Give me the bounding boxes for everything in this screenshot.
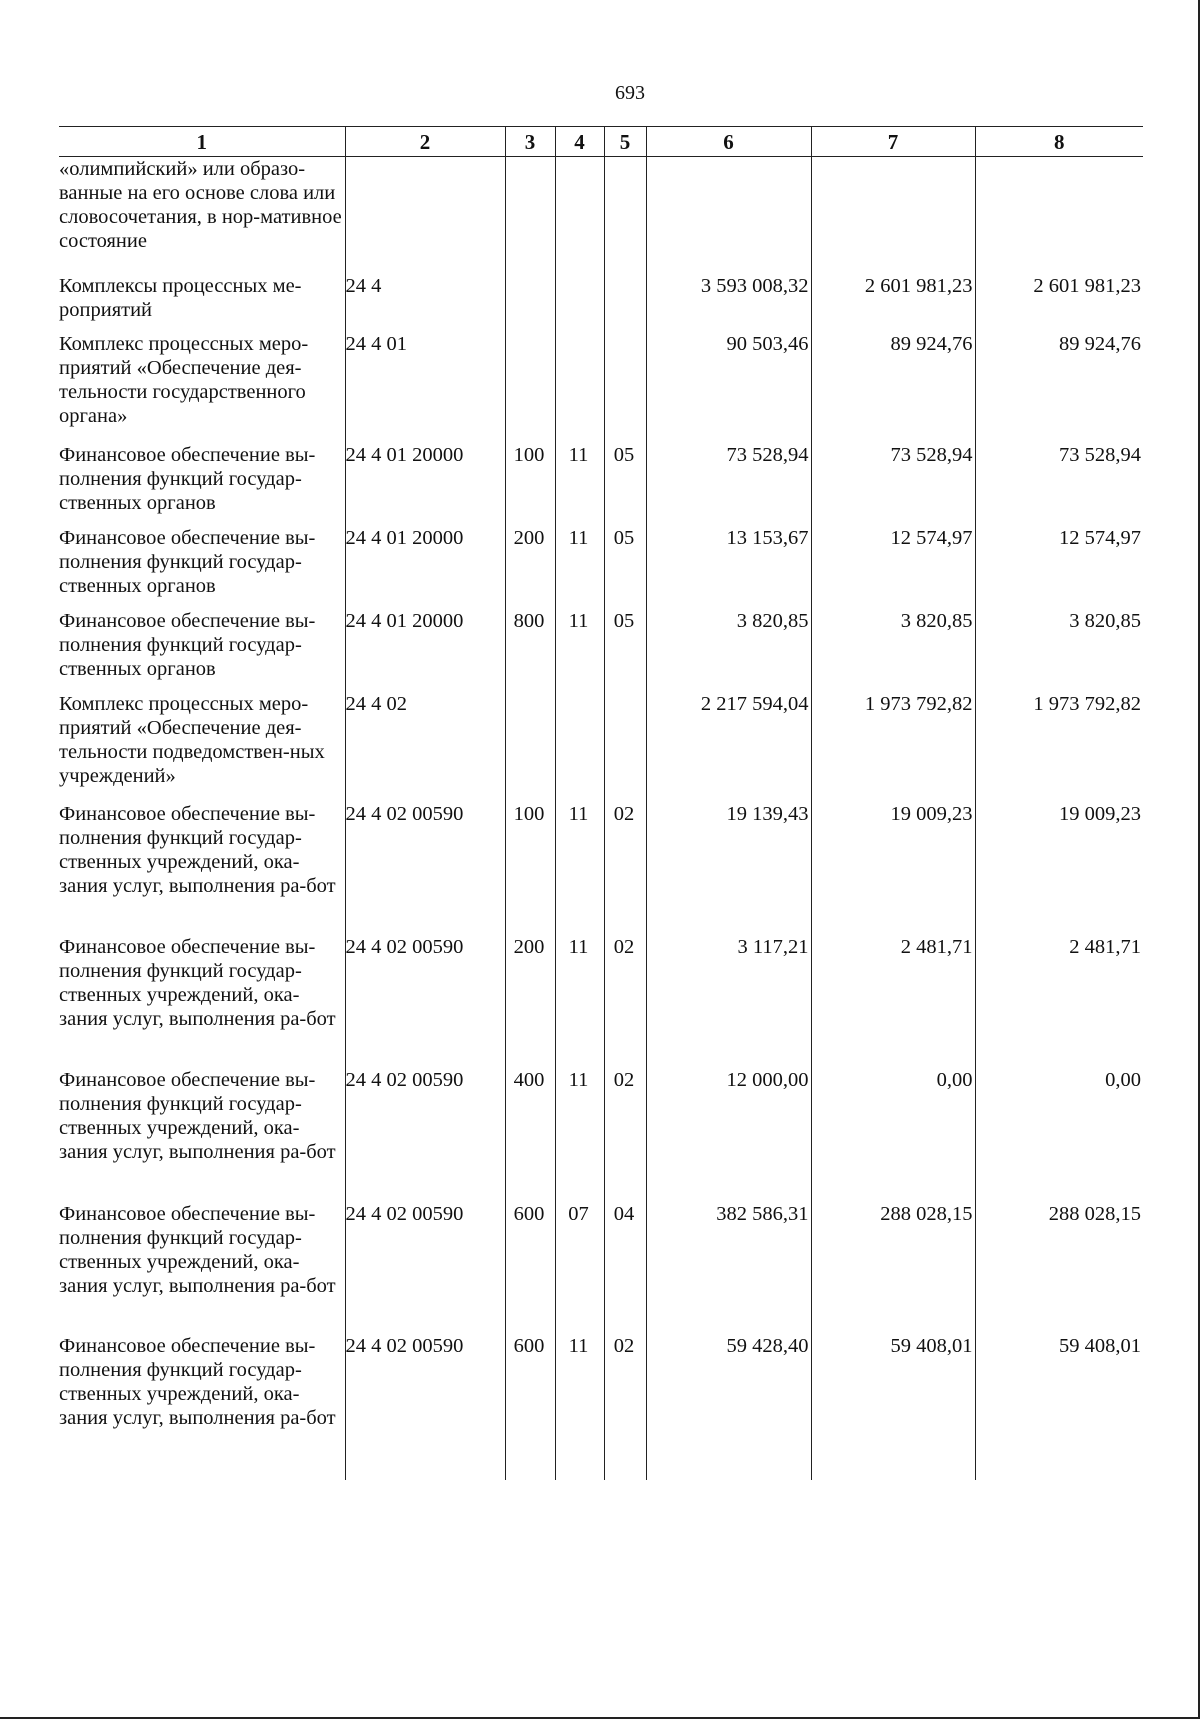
row-col7-amount: 12 574,97: [811, 526, 975, 609]
row-col4-cell: 11: [555, 1334, 604, 1480]
row-col5-cell: [604, 692, 646, 802]
column-header-5: 5: [604, 127, 646, 157]
row-col7-amount: 0,00: [811, 1068, 975, 1202]
table-row: [59, 935, 1143, 1068]
table-row: [59, 802, 1143, 935]
row-col5-cell: [604, 332, 646, 443]
row-col8-amount: 59 408,01: [975, 1334, 1143, 1480]
row-col3-cell: 600: [505, 1334, 555, 1480]
row-col6-amount: 382 586,31: [646, 1202, 811, 1334]
row-col3-cell: 400: [505, 1068, 555, 1202]
row-col3-cell: 600: [505, 1202, 555, 1334]
row-name-cell: Финансовое обеспечение вы-полнения функций государ-ственных органов: [59, 443, 316, 514]
row-col5-cell: 05: [604, 526, 646, 609]
row-col4-cell: 11: [555, 935, 604, 1068]
row-name-cell: Комплекс процессных меро-приятий «Обеспечение дея-тельности государственного органа»: [59, 332, 309, 427]
column-header-1: 1: [59, 127, 345, 157]
table-row: [59, 1068, 1143, 1202]
row-col8-amount: [975, 157, 1143, 274]
row-col6-amount: 3 820,85: [646, 609, 811, 692]
column-header-2: 2: [345, 127, 505, 157]
row-col6-amount: 3 117,21: [646, 935, 811, 1068]
column-header-4: 4: [555, 127, 604, 157]
row-col7-amount: 19 009,23: [811, 802, 975, 935]
table-row: [59, 332, 1143, 443]
row-name-cell: Финансовое обеспечение вы-полнения функций государ-ственных учреждений, ока-зания услуг, выполнения ра-бот: [59, 1068, 336, 1163]
table-row: [59, 1334, 1143, 1480]
row-col4-cell: [555, 274, 604, 332]
row-col5-cell: 02: [604, 935, 646, 1068]
row-name-cell: Финансовое обеспечение вы-полнения функций государ-ственных органов: [59, 526, 316, 597]
row-col6-amount: [646, 157, 811, 274]
row-col6-amount: 90 503,46: [646, 332, 811, 443]
row-col3-cell: [505, 274, 555, 332]
row-col6-amount: 3 593 008,32: [646, 274, 811, 332]
row-col8-amount: 3 820,85: [975, 609, 1143, 692]
row-col4-cell: [555, 692, 604, 802]
table-row: [59, 157, 1143, 274]
row-col3-cell: 200: [505, 526, 555, 609]
row-col3-cell: 100: [505, 802, 555, 935]
row-col8-amount: 0,00: [975, 1068, 1143, 1202]
row-col4-cell: [555, 157, 604, 274]
row-col4-cell: 11: [555, 443, 604, 526]
row-col8-amount: 89 924,76: [975, 332, 1143, 443]
row-col7-amount: 2 481,71: [811, 935, 975, 1068]
row-col3-cell: [505, 332, 555, 443]
row-name-cell: Финансовое обеспечение вы-полнения функций государ-ственных учреждений, ока-зания услуг, выполнения ра-бот: [59, 935, 336, 1030]
row-col5-cell: [604, 157, 646, 274]
row-col5-cell: 04: [604, 1202, 646, 1334]
row-col6-amount: 19 139,43: [646, 802, 811, 935]
row-code-cell: 24 4 02 00590: [345, 1334, 505, 1480]
row-col6-amount: 73 528,94: [646, 443, 811, 526]
row-col7-amount: 73 528,94: [811, 443, 975, 526]
row-col7-amount: 89 924,76: [811, 332, 975, 443]
row-col7-amount: 288 028,15: [811, 1202, 975, 1334]
row-col4-cell: 11: [555, 526, 604, 609]
row-col6-amount: 59 428,40: [646, 1334, 811, 1480]
row-col7-amount: 1 973 792,82: [811, 692, 975, 802]
row-code-cell: 24 4 02 00590: [345, 1202, 505, 1334]
row-col7-amount: 2 601 981,23: [811, 274, 975, 332]
row-col7-amount: 59 408,01: [811, 1334, 975, 1480]
row-code-cell: 24 4 01 20000: [345, 609, 505, 692]
column-header-3: 3: [505, 127, 555, 157]
row-code-cell: 24 4 01 20000: [345, 526, 505, 609]
table-row: [59, 1202, 1143, 1334]
row-name-cell: Финансовое обеспечение вы-полнения функций государ-ственных органов: [59, 609, 316, 680]
page-number: 693: [615, 82, 645, 104]
row-col3-cell: 200: [505, 935, 555, 1068]
row-code-cell: 24 4 02: [345, 692, 505, 802]
row-col8-amount: 1 973 792,82: [975, 692, 1143, 802]
table-row: [59, 692, 1143, 802]
row-col3-cell: 800: [505, 609, 555, 692]
table-header: [59, 127, 1143, 157]
row-col8-amount: 288 028,15: [975, 1202, 1143, 1334]
row-col4-cell: [555, 332, 604, 443]
row-code-cell: 24 4: [345, 274, 505, 332]
row-col3-cell: 100: [505, 443, 555, 526]
row-col4-cell: 11: [555, 609, 604, 692]
row-col5-cell: 02: [604, 1334, 646, 1480]
row-col6-amount: 12 000,00: [646, 1068, 811, 1202]
row-col5-cell: 05: [604, 609, 646, 692]
row-col3-cell: [505, 157, 555, 274]
table-row: [59, 443, 1143, 526]
column-header-6: 6: [646, 127, 811, 157]
row-code-cell: 24 4 01: [345, 332, 505, 443]
row-code-cell: 24 4 02 00590: [345, 1068, 505, 1202]
row-code-cell: 24 4 02 00590: [345, 935, 505, 1068]
row-code-cell: 24 4 02 00590: [345, 802, 505, 935]
row-col7-amount: 3 820,85: [811, 609, 975, 692]
row-name-cell: Комплексы процессных ме-роприятий: [59, 274, 302, 321]
row-col8-amount: 2 601 981,23: [975, 274, 1143, 332]
row-name-cell: Финансовое обеспечение вы-полнения функций государ-ственных учреждений, ока-зания услуг, выполнения ра-бот: [59, 802, 336, 897]
table-row: [59, 526, 1143, 609]
row-col4-cell: 11: [555, 802, 604, 935]
row-col6-amount: 13 153,67: [646, 526, 811, 609]
column-header-8: 8: [975, 127, 1143, 157]
row-col4-cell: 07: [555, 1202, 604, 1334]
budget-table: [59, 126, 1143, 1480]
row-col5-cell: 02: [604, 802, 646, 935]
table-body: [59, 157, 1143, 1480]
row-col4-cell: 11: [555, 1068, 604, 1202]
row-col6-amount: 2 217 594,04: [646, 692, 811, 802]
row-name-cell: «олимпийский» или образо-ванные на его основе слова или словосочетания, в нор-мативное состояние: [59, 158, 342, 252]
row-name-cell: Финансовое обеспечение вы-полнения функций государ-ственных учреждений, ока-зания услуг, выполнения ра-бот: [59, 1202, 336, 1297]
row-name-cell: Финансовое обеспечение вы-полнения функций государ-ственных учреждений, ока-зания услуг, выполнения ра-бот: [59, 1334, 336, 1429]
row-col5-cell: [604, 274, 646, 332]
row-name-cell: Комплекс процессных меро-приятий «Обеспечение дея-тельности подведомствен-ных учреждений»: [59, 692, 325, 787]
row-code-cell: 24 4 01 20000: [345, 443, 505, 526]
row-col3-cell: [505, 692, 555, 802]
row-col8-amount: 19 009,23: [975, 802, 1143, 935]
row-code-cell: [345, 157, 505, 274]
row-col8-amount: 12 574,97: [975, 526, 1143, 609]
row-col5-cell: 05: [604, 443, 646, 526]
header-row: [59, 127, 1143, 157]
table-row: [59, 274, 1143, 332]
row-col5-cell: 02: [604, 1068, 646, 1202]
row-col7-amount: [811, 157, 975, 274]
table-row: [59, 609, 1143, 692]
row-col8-amount: 73 528,94: [975, 443, 1143, 526]
row-col8-amount: 2 481,71: [975, 935, 1143, 1068]
column-header-7: 7: [811, 127, 975, 157]
